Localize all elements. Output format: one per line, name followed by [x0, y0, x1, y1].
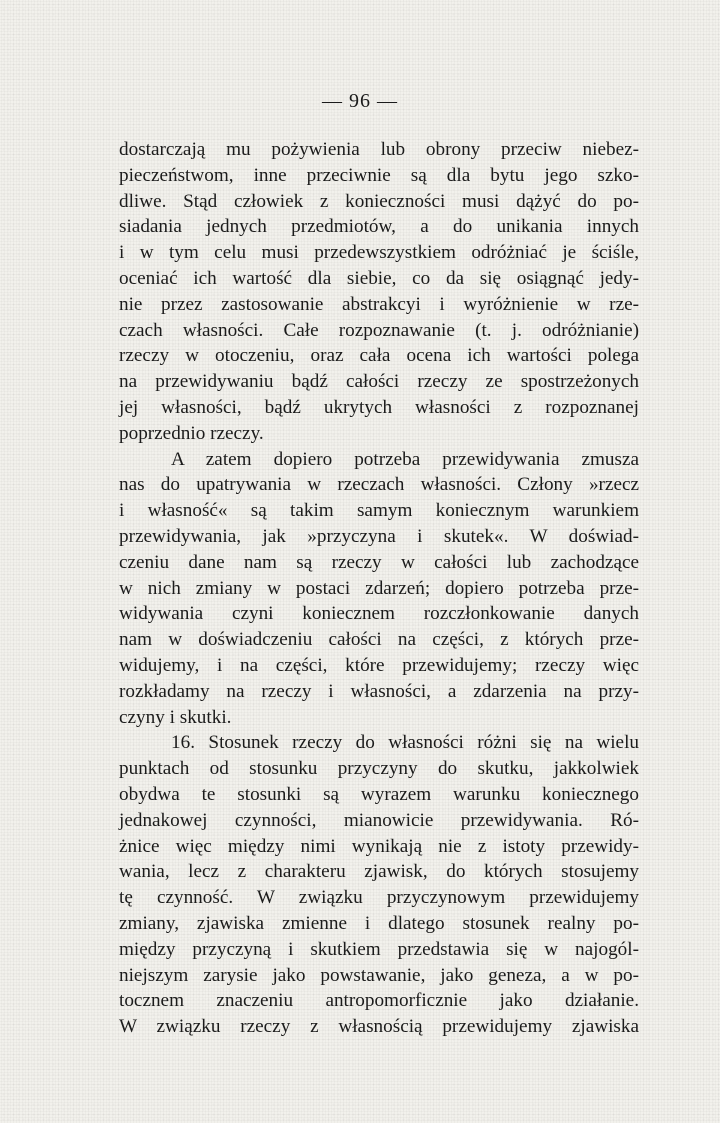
- paragraph-start-line: A zatem dopiero potrzeba przewidywania zmusza: [171, 448, 639, 470]
- text-line: jednakowej czynności, mianowicie przewidywania. Ró-: [119, 809, 639, 831]
- text-line: oceniać ich wartość dla siebie, co da się osiągnąć jedy-: [119, 267, 639, 289]
- text-line: i w tym celu musi przedewszystkiem odróżniać je ściśle,: [119, 242, 639, 264]
- text-line: punktach od stosunku przyczyny do skutku, jakkolwiek: [119, 758, 639, 780]
- text-line: zmiany, zjawiska zmienne i dlatego stosunek realny po-: [119, 912, 639, 934]
- text-line: przewidywania, jak »przyczyna i skutek«. W doświad-: [119, 525, 639, 547]
- paragraph-end-line: czyny i skutki.: [119, 706, 232, 728]
- text-line: niejszym zarysie jako powstawanie, jako geneza, a w po-: [119, 964, 639, 986]
- page-number: — 96 —: [322, 90, 398, 112]
- text-line: siadania jednych przedmiotów, a do unikania innych: [119, 216, 639, 238]
- section-16-start-line: 16. Stosunek rzeczy do własności różni się na wielu: [171, 732, 639, 754]
- text-line: tę czynność. W związku przyczynowym przewidujemy: [119, 887, 639, 909]
- text-line: między przyczyną i skutkiem przedstawia się w najogól-: [119, 938, 639, 960]
- text-line: pieczeństwom, inne przeciwnie są dla bytu jego szko-: [119, 164, 639, 186]
- text-line: nie przez zastosowanie abstrakcyi i wyróżnienie w rze-: [119, 293, 639, 315]
- text-line: żnice więc między nimi wynikają nie z istoty przewidy-: [119, 835, 639, 857]
- text-line: jej własności, bądź ukrytych własności z rozpoznanej: [119, 396, 639, 418]
- body-text: [119, 137, 639, 1040]
- text-line: i własność« są takim samym koniecznym warunkiem: [119, 500, 639, 522]
- text-line: nam w doświadczeniu całości na części, z których prze-: [119, 629, 639, 651]
- text-line: wania, lecz z charakteru zjawisk, do których stosujemy: [119, 861, 639, 883]
- text-line: czach własności. Całe rozpoznawanie (t. j. odróżnianie): [119, 319, 639, 341]
- paragraph-end-line: poprzednio rzeczy.: [119, 422, 264, 444]
- text-line: nas do upatrywania w rzeczach własności. Człony »rzecz: [119, 474, 639, 496]
- text-line: widujemy, i na części, które przewidujemy; rzeczy więc: [119, 654, 639, 676]
- text-line: W związku rzeczy z własnością przewidujemy zjawiska: [119, 1016, 639, 1038]
- text-line: dliwe. Stąd człowiek z konieczności musi dążyć do po-: [119, 190, 639, 212]
- text-line: obydwa te stosunki są wyrazem warunku koniecznego: [119, 783, 639, 805]
- text-line: dostarczają mu pożywienia lub obrony przeciw niebez-: [119, 139, 639, 160]
- text-line: rozkładamy na rzeczy i własności, a zdarzenia na przy-: [119, 680, 639, 702]
- text-line: czeniu dane nam są rzeczy w całości lub zachodzące: [119, 551, 639, 573]
- text-line: tocznem znaczeniu antropomorficznie jako działanie.: [119, 990, 639, 1012]
- text-line: widywania czyni koniecznem rozczłonkowanie danych: [119, 603, 639, 625]
- text-line: w nich zmiany w postaci zdarzeń; dopiero potrzeba prze-: [119, 577, 639, 599]
- text-line: rzeczy w otoczeniu, oraz cała ocena ich wartości polega: [119, 345, 639, 367]
- text-line: na przewidywaniu bądź całości rzeczy ze spostrzeżonych: [119, 371, 639, 393]
